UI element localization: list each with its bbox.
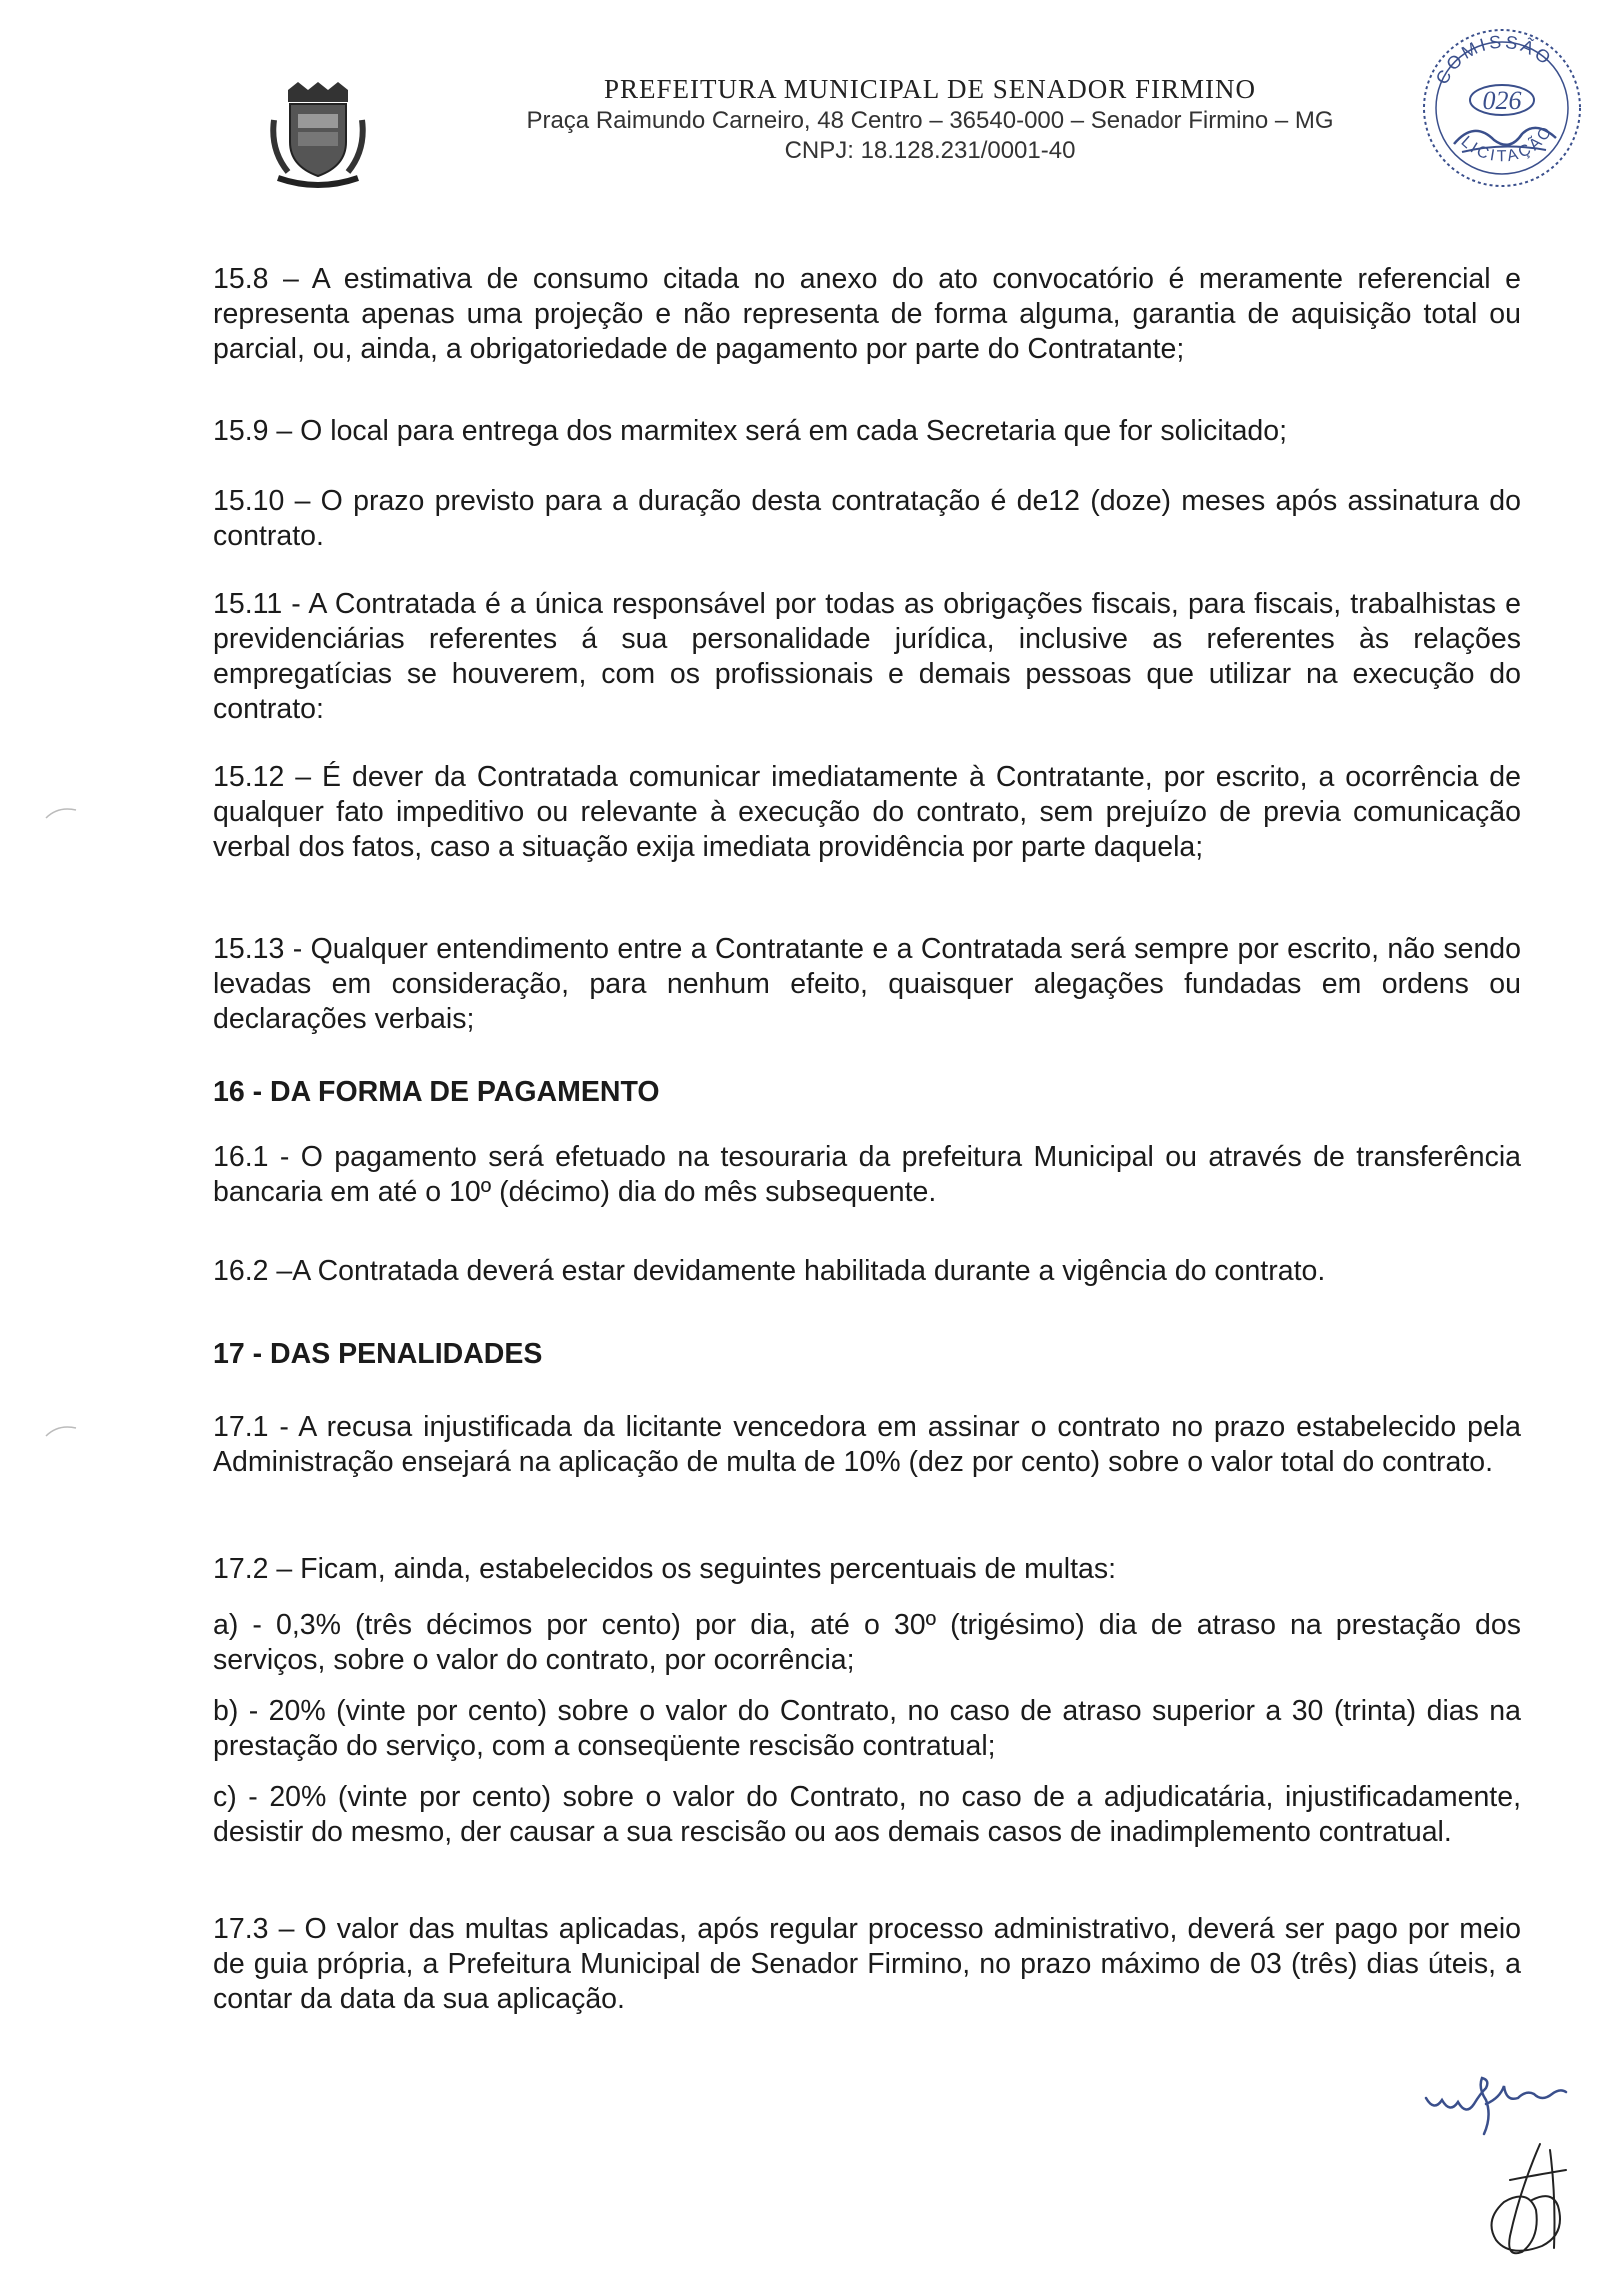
section-heading-17: 17 - DAS PENALIDADES xyxy=(213,1338,543,1370)
stamp-bottom-text: LICITAÇÃO xyxy=(1457,121,1557,166)
clause-17-2-b: b) - 20% (vinte por cento) sobre o valor do Contrato, no caso de atraso superior a 30 (trinta) dias na prestação do serviço, com a conseqüente rescisão contratual; xyxy=(213,1695,1521,1762)
handwritten-signature xyxy=(1470,2140,1580,2266)
clause-15-11: 15.11 - A Contratada é a única responsável por todas as obrigações fiscais, para fiscais, trabalhistas e previdenciárias referentes á sua personalidade jurídica, inclusive as referentes às relações empregatícias se houverem, com os profissionais e demais pessoas que utilizar na execução do contrato: xyxy=(213,588,1521,725)
clause-15-13: 15.13 - Qualquer entendimento entre a Contratante e a Contratada será sempre por escrito, não sendo levadas em consideração, para nenhum efeito, quaisquer alegações fundadas em ordens ou declarações verbais; xyxy=(213,933,1521,1035)
clause-15-12: 15.12 – É dever da Contratada comunicar imediatamente à Contratante, por escrito, a ocorrência de qualquer fato impeditivo ou relevante à execução do contrato, sem prejuízo de previa comunicação verbal dos fatos, caso a situação exija imediata providência por parte daquela; xyxy=(213,761,1521,863)
clause-16-1: 16.1 - O pagamento será efetuado na tesouraria da prefeitura Municipal ou através de transferência bancaria em até o 10º (décimo) dia do mês subsequente. xyxy=(213,1141,1521,1208)
clause-17-2-a: a) - 0,3% (três décimos por cento) por dia, até o 30º (trigésimo) dia de atraso na prestação dos serviços, sobre o valor do contrato, por ocorrência; xyxy=(213,1609,1521,1676)
clause-17-3: 17.3 – O valor das multas aplicadas, após regular processo administrativo, deverá ser pago por meio de guia própria, a Prefeitura Municipal de Senador Firmino, no prazo máximo de 03 (três) dias úteis, a contar da data da sua aplicação. xyxy=(213,1913,1521,2015)
clause-16-2: 16.2 –A Contratada deverá estar devidamente habilitada durante a vigência do contrato. xyxy=(213,1255,1326,1287)
stamp-number: 026 xyxy=(1482,86,1522,115)
municipal-crest-icon xyxy=(268,80,368,192)
stamp-top-text: COMISSÃO xyxy=(1431,31,1557,88)
svg-text:COMISSÃO xyxy=(1432,32,1557,88)
org-name: PREFEITURA MUNICIPAL DE SENADOR FIRMINO xyxy=(603,74,1257,104)
clause-15-8: 15.8 – A estimativa de consumo citada no anexo do ato convocatório é meramente referencial e representa apenas uma projeção e não representa de forma alguma, garantia de aquisição total ou parcial, ou, ainda, a obrigatoriedade de pagamento por parte do Contratante; xyxy=(213,263,1521,365)
clause-17-2: 17.2 – Ficam, ainda, estabelecidos os seguintes percentuais de multas: xyxy=(213,1553,1117,1585)
section-heading-16: 16 - DA FORMA DE PAGAMENTO xyxy=(213,1076,660,1108)
clause-15-10: 15.10 – O prazo previsto para a duração desta contratação é de12 (doze) meses após assinatura do contrato. xyxy=(213,485,1521,552)
letterhead xyxy=(440,72,1420,166)
clause-15-9: 15.9 – O local para entrega dos marmitex será em cada Secretaria que for solicitado; xyxy=(213,415,1288,447)
clause-17-1: 17.1 - A recusa injustificada da licitante vencedora em assinar o contrato no prazo estabelecido pela Administração ensejará na aplicação de multa de 10% (dez por cento) sobre o valor total do contrato. xyxy=(213,1411,1521,1478)
margin-mark-icon xyxy=(44,806,84,820)
commission-stamp-icon xyxy=(1418,20,1586,196)
org-address: Praça Raimundo Carneiro, 48 Centro – 36540-000 – Senador Firmino – MG xyxy=(526,107,1334,134)
org-cnpj: CNPJ: 18.128.231/0001-40 xyxy=(784,137,1076,164)
clause-17-2-c: c) - 20% (vinte por cento) sobre o valor do Contrato, no caso de a adjudicatária, injustificadamente, desistir do mesmo, der causar a sua rescisão ou aos demais casos de inadimplemento contratual. xyxy=(213,1781,1521,1848)
handwritten-signature xyxy=(1420,2060,1570,2140)
margin-mark-icon xyxy=(44,1424,84,1438)
